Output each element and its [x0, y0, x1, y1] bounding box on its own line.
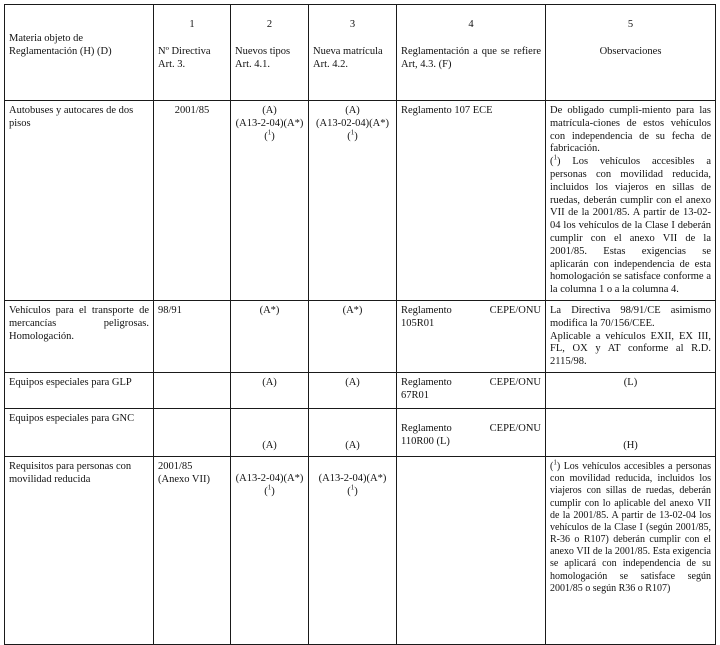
footnote-ref: 1: [350, 483, 355, 492]
directiva-text: 2001/85 (Anexo VII): [158, 460, 210, 485]
reglamento-text: Reglamento: [401, 422, 452, 434]
materia-text: Vehículos para el transporte de mercancías peligrosas. Homologación.: [9, 304, 149, 342]
header-reglamentacion: Reglamentación a que se refiere Art, 4.3. (F): [401, 45, 541, 70]
column-number-5: 5: [627, 19, 634, 30]
column-number-1: 1: [189, 19, 195, 30]
tipos-value: (A): [262, 105, 277, 116]
reglamento-code: 105R01: [401, 317, 435, 329]
reglamento-code: 110R00 (L): [401, 435, 450, 447]
reglamento-text: Reglamento: [401, 304, 452, 316]
cell-nuevos-tipos: (A13-2-04)(A*) ($^1$): [231, 456, 309, 644]
matricula-value: (A): [345, 440, 360, 452]
tipos-value: (A): [262, 440, 277, 452]
table-row: [5, 300, 716, 372]
cell-nueva-matricula: (A) (A13-02-04)(A*) ($^1$): [309, 101, 397, 301]
cell-directiva: [154, 101, 231, 301]
materia-text: Autobuses y autocares de dos pisos: [9, 105, 134, 129]
cell-directiva: [154, 372, 231, 408]
reglamento-body-text: CEPE/ONU: [489, 376, 541, 388]
cell-nuevos-tipos: [231, 408, 309, 456]
cell-reglamentacion: [397, 300, 546, 372]
tipos-date-value: (A13-2-04)(A*): [235, 117, 304, 129]
cell-nueva-matricula: [309, 408, 397, 456]
footnote-ref: 1: [350, 128, 355, 137]
directiva-text: 98/91: [158, 304, 182, 316]
materia-text: Equipos especiales para GNC: [9, 412, 135, 424]
cell-reglamentacion: [397, 456, 546, 644]
cell-nueva-matricula: [309, 372, 397, 408]
header-cell-nuevos-tipos: [231, 5, 309, 101]
table-row: [5, 456, 716, 644]
tipos-value: (A*): [259, 304, 280, 316]
column-number-4: 4: [468, 19, 474, 30]
footnote-ref: 1: [267, 483, 272, 492]
matricula-date-value: (A13-02-04)(A*): [316, 117, 389, 129]
cell-nueva-matricula: (A13-2-04)(A*) ($^1$): [309, 456, 397, 644]
cell-nueva-matricula: [309, 300, 397, 372]
regulation-table: [4, 4, 716, 645]
header-cell-nueva-matricula: [309, 5, 397, 101]
reglamento-text: Reglamento 107 ECE: [401, 105, 493, 116]
header-cell-observaciones: [546, 5, 716, 101]
cell-nuevos-tipos: (A) (A13-2-04)(A*) ($^1$): [231, 101, 309, 301]
column-number-3: 3: [349, 19, 356, 30]
cell-materia: [5, 456, 154, 644]
cell-observaciones: De obligado cumpli-miento para las matrícula-ciones de estos vehículos con independencia de su fecha de fabricación. ($^1$) Los vehículos accesibles a personas con movilidad reducida, incluidos los viajeros en sillas de ruedas, deberán cumplir con el anexo VII de la 2001/85. A partir de 13-02-04 los vehículos de la Clase I deberán cumplir con el anexo VII de la 2001/85. Estas exigencias se aplicarán con independencia de esta homologación se satisface conforme a la columna 1 o a la columna 4.: [546, 101, 716, 301]
header-nueva-matricula: Nueva matrícula Art. 4.2.: [313, 45, 383, 70]
table-row: [5, 372, 716, 408]
column-number-2: 2: [266, 19, 273, 30]
header-directiva: Nº Directiva Art. 3.: [158, 45, 211, 70]
cell-reglamentacion: [397, 101, 546, 301]
directiva-text: 2001/85: [174, 105, 210, 116]
matricula-value: (A): [345, 376, 360, 388]
observacion-text: (H): [623, 440, 638, 452]
cell-directiva: [154, 456, 231, 644]
materia-text: Equipos especiales para GLP: [9, 376, 132, 388]
header-cell-directiva: [154, 5, 231, 101]
footnote-ref: 1: [553, 458, 557, 467]
header-cell-reglamentacion: [397, 5, 546, 101]
cell-directiva: [154, 300, 231, 372]
cell-materia: [5, 101, 154, 301]
table-row: [5, 101, 716, 301]
matricula-date-value: (A13-2-04)(A*): [318, 472, 387, 484]
reglamento-code: 67R01: [401, 389, 430, 401]
materia-text: Requisitos para personas con movilidad reducida: [9, 460, 132, 485]
matricula-value: (A*): [342, 304, 363, 316]
reglamento-body-text: CEPE/ONU: [489, 422, 541, 434]
tipos-value: (A): [262, 376, 277, 388]
cell-reglamentacion: [397, 372, 546, 408]
header-nuevos-tipos: Nuevos tipos Art. 4.1.: [235, 45, 291, 70]
cell-directiva: [154, 408, 231, 456]
matricula-value: (A): [345, 105, 360, 116]
table-header-row: [5, 5, 716, 101]
observacion-text: Los vehículos accesibles a personas con movilidad reducida, incluidos los viajeros con sillas de ruedas, deberán cumplir con lo aplicable del anexo VII de la 2001/85. A partir de 13-02-04 los vehículos de la Clase I (según 2001/85, R-36 o R107) deberán cumplir con el anexo VII de la 2001/85. Esta exigencia se aplicará con independencia de su homologación se satisface según 2001/85 o según R36 o R107): [550, 460, 711, 594]
cell-materia: [5, 300, 154, 372]
cell-nuevos-tipos: [231, 372, 309, 408]
header-materia: Materia objeto de Reglamentación (H) (D): [9, 33, 112, 57]
cell-observaciones: [546, 300, 716, 372]
cell-observaciones: [546, 372, 716, 408]
observacion-text: De obligado cumpli-miento para las matrícula-ciones de estos vehículos con independencia de su fecha de fabricación.: [550, 105, 711, 155]
table-row: [5, 408, 716, 456]
cell-observaciones: [546, 408, 716, 456]
tipos-date-value: (A13-2-04)(A*): [235, 472, 304, 484]
reglamento-body-text: CEPE/ONU: [489, 304, 541, 316]
observacion-text: La Directiva 98/91/CE asimismo modifica la 70/156/CEE.: [550, 304, 711, 329]
header-observaciones: Observaciones: [599, 45, 662, 57]
cell-nuevos-tipos: [231, 300, 309, 372]
footnote-ref: 1: [553, 153, 557, 162]
observacion-text: Aplicable a vehículos EXII, EX III, FL, OX y AT conforme al R.D. 2115/98.: [550, 330, 711, 368]
header-cell-materia: [5, 5, 154, 101]
footnote-ref: 1: [267, 128, 272, 137]
reglamento-text: Reglamento: [401, 376, 452, 388]
cell-observaciones: ($^1$) Los vehículos accesibles a personas con movilidad reducida, incluidos los viajeros con sillas de ruedas, deberán cumplir con lo aplicable del anexo VII de la 2001/85. A partir de 13-02-04 los vehículos de la Clase I (según 2001/85, R-36 o R107) deberán cumplir con el anexo VII de la 2001/85. Esta exigencia se aplicará con independencia de su homologación se satisface según 2001/85 o según R36 o R107): [546, 456, 716, 644]
cell-materia: [5, 372, 154, 408]
observacion-text: (L): [623, 376, 638, 388]
cell-materia: [5, 408, 154, 456]
cell-reglamentacion: [397, 408, 546, 456]
observacion-text: Los vehículos accesibles a personas con movilidad reducida, incluidos los viajeros en sillas de ruedas, deberán cumplir con el anexo VII de la 2001/85. A partir de 13-02-04 los vehículos de la Clase I deberán cumplir con el anexo VII de la 2001/85. Estas exigencias se aplicarán con independencia de esta homologación se satisface conforme a la columna 1 o a la columna 4.: [550, 156, 711, 296]
